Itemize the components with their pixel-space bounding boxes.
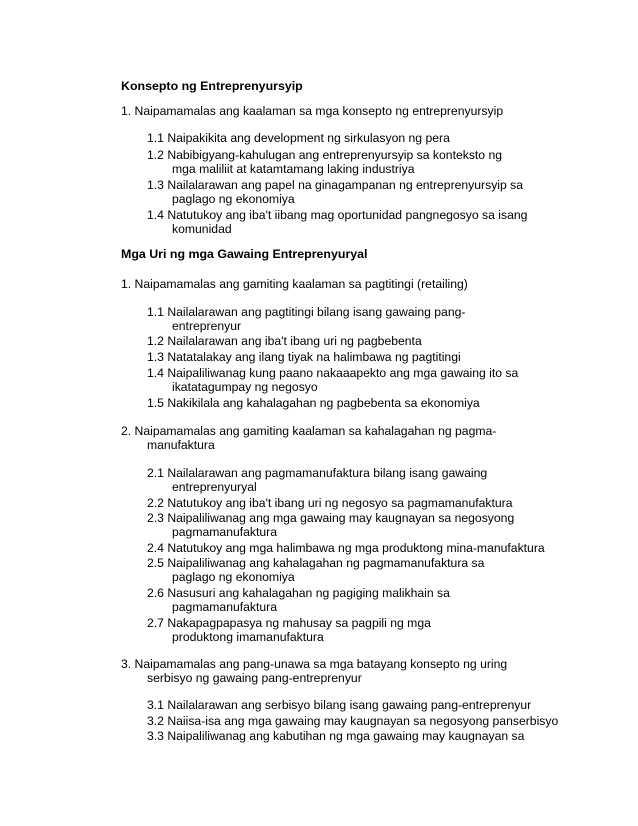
outcome-title-continuation: serbisyo ng gawaing pang-entreprenyur <box>147 671 362 685</box>
sub-item-continuation: komunidad <box>172 222 232 236</box>
sub-item: 2.5 Naipaliliwanag ang kahalagahan ng pagmamanufaktura sa <box>147 556 485 570</box>
sub-item: 1.4 Naipaliliwanag kung paano nakaaapekto ang mga gawaing ito sa <box>147 366 519 380</box>
sub-item: 1.4 Natutukoy ang iba't iibang mag oportunidad pangnegosyo sa isang <box>147 208 528 222</box>
outcome-title: 1. Naipamamalas ang kaalaman sa mga konsepto ng entreprenyursyip <box>121 104 504 118</box>
sub-item-continuation: entreprenyuryal <box>172 480 257 494</box>
sub-item-continuation: paglago ng ekonomiya <box>172 570 295 584</box>
sub-item-continuation: paglago ng ekonomiya <box>172 192 295 206</box>
sub-item: 2.3 Naipaliliwanag ang mga gawaing may kaugnayan sa negosyong <box>147 511 515 525</box>
section-heading: Konsepto ng Entreprenyursyip <box>121 79 303 93</box>
sub-item: 1.3 Natatalakay ang ilang tiyak na halimbawa ng pagtitingi <box>147 350 461 364</box>
sub-item-continuation: mga maliliit at katamtamang laking industriya <box>172 162 415 176</box>
section-heading: Mga Uri ng mga Gawaing Entreprenyuryal <box>121 247 368 261</box>
sub-item-continuation: ikatatagumpay ng negosyo <box>172 380 318 394</box>
outcome-title: 3. Naipamamalas ang pang-unawa sa mga batayang konsepto ng uring <box>121 657 508 671</box>
sub-item: 1.3 Nailalarawan ang papel na ginagampanan ng entreprenyursyip sa <box>147 178 524 192</box>
sub-item-continuation: entreprenyur <box>172 319 242 333</box>
outcome-title-continuation: manufaktura <box>147 438 215 452</box>
sub-item-continuation: produktong imamanufaktura <box>172 630 324 644</box>
outcome-title: 2. Naipamamalas ang gamiting kaalaman sa kahalagahan ng pagma- <box>121 424 497 438</box>
sub-item: 2.1 Nailalarawan ang pagmamanufaktura bilang isang gawaing <box>147 466 488 480</box>
sub-item-continuation: pagmamanufaktura <box>172 600 278 614</box>
sub-item: 1.2 Nabibigyang-kahulugan ang entreprenyursyip sa konteksto ng <box>147 148 503 162</box>
sub-item: 1.2 Nailalarawan ang iba't ibang uri ng pagbebenta <box>147 334 422 348</box>
sub-item: 3.2 Naiisa-isa ang mga gawaing may kaugnayan sa negosyong panserbisyo <box>147 714 559 728</box>
sub-item: 2.4 Natutukoy ang mga halimbawa ng mga produktong mina-manufaktura <box>147 541 545 555</box>
outcome-title: 1. Naipamamalas ang gamiting kaalaman sa pagtitingi (retailing) <box>121 277 468 291</box>
sub-item: 2.6 Nasusuri ang kahalagahan ng pagiging malikhain sa <box>147 586 450 600</box>
sub-item: 1.1 Nailalarawan ang pagtitingi bilang isang gawaing pang- <box>147 305 466 319</box>
sub-item: 3.3 Naipaliliwanag ang kabutihan ng mga gawaing may kaugnayan sa <box>147 729 525 743</box>
sub-item: 3.1 Nailalarawan ang serbisyo bilang isang gawaing pang-entreprenyur <box>147 698 532 712</box>
sub-item: 2.2 Natutukoy ang iba't ibang uri ng negosyo sa pagmamanufaktura <box>147 496 513 510</box>
sub-item: 1.5 Nakikilala ang kahalagahan ng pagbebenta sa ekonomiya <box>147 396 480 410</box>
sub-item: 1.1 Naipakikita ang development ng sirkulasyon ng pera <box>147 131 450 145</box>
sub-item: 2.7 Nakapagpapasya ng mahusay sa pagpili ng mga <box>147 616 431 630</box>
sub-item-continuation: pagmamanufaktura <box>172 525 278 539</box>
